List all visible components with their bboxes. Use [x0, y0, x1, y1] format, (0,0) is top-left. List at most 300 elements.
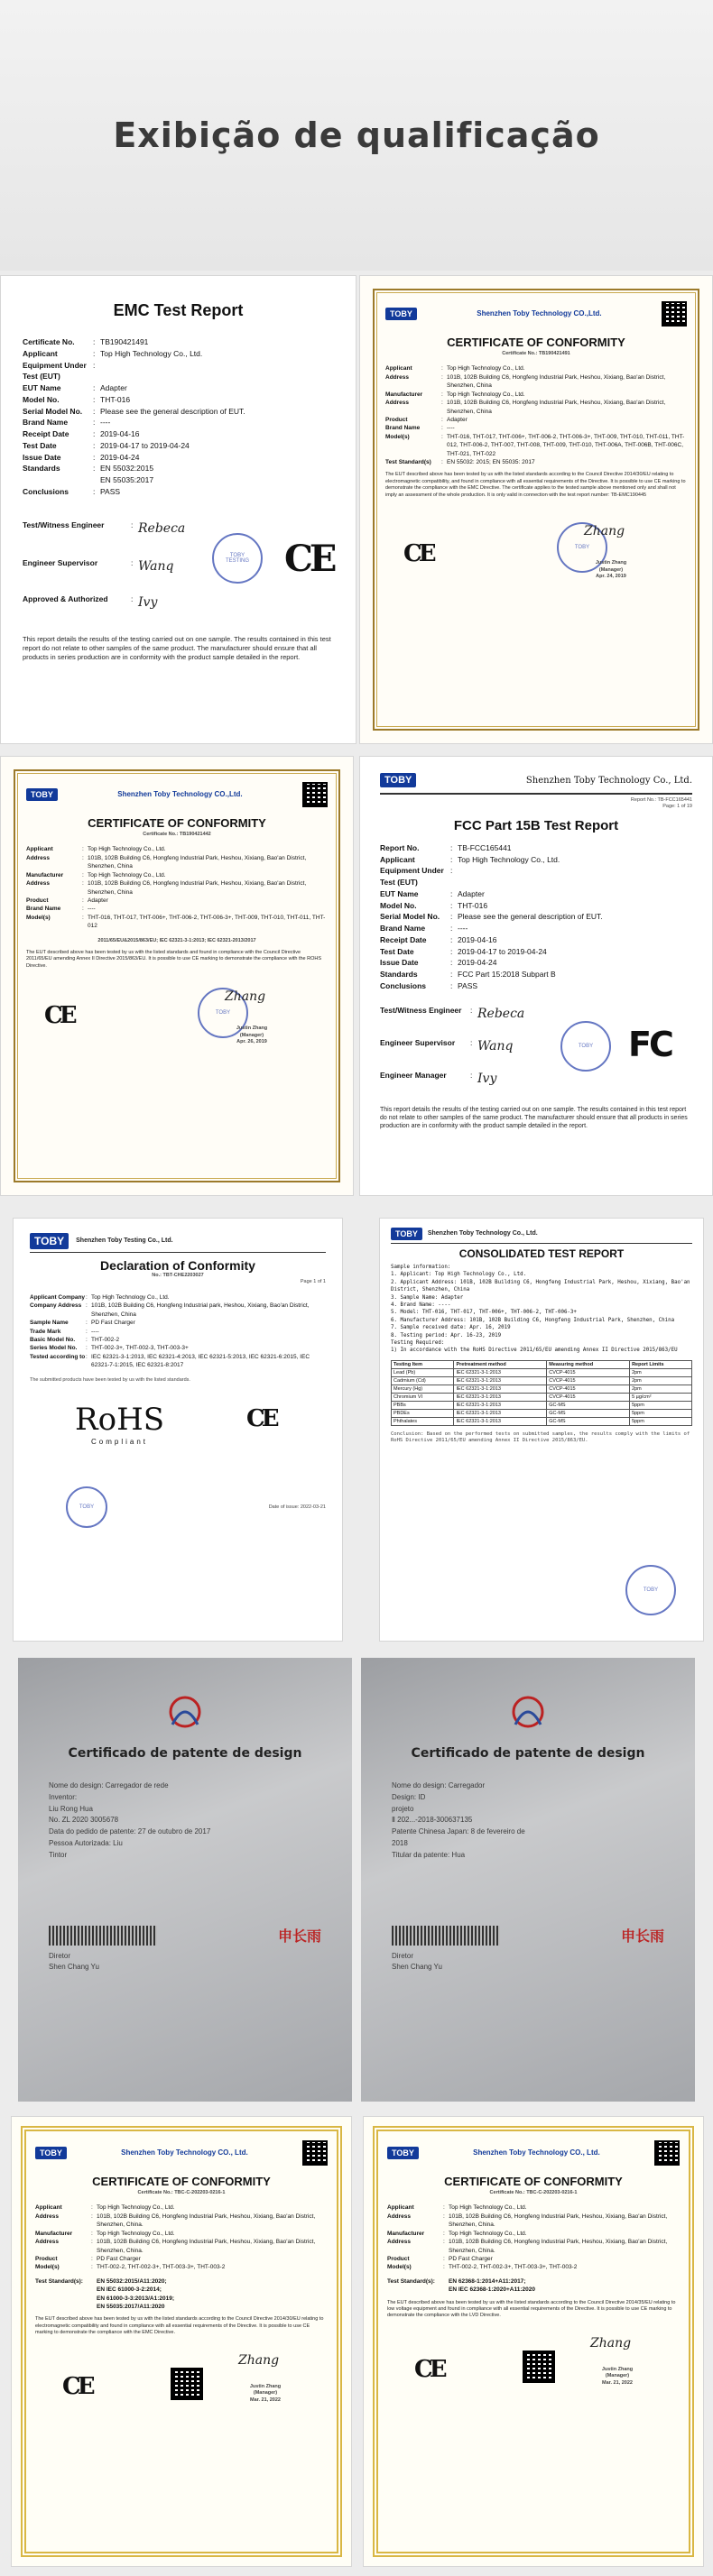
report-fields	[23, 336, 334, 498]
certificate-of-conformity-rohs[interactable]	[0, 756, 354, 1196]
field-row: Manufacturer : Top High Technology Co., Ltd.	[385, 391, 687, 399]
field-value: THT-016, THT-017, THT-006+, THT-006-2, THT-006-3+, THT-009, THT-010, THT-011, THT-012	[88, 914, 326, 930]
field-label: Model No.	[380, 900, 417, 910]
text-line: 1. Applicant: Top High Technology Co., Ltd.	[391, 1272, 527, 1278]
page-count: Page 1 of 1	[300, 1279, 326, 1285]
field-value: THT-016	[100, 394, 131, 404]
field-label: Tested according to	[30, 1353, 86, 1360]
field-value: 101B, 102B Building C6, Hongfeng Industrial Park, Heshou, Xixiang, Bao'an District, Shenzhen, China	[88, 880, 307, 896]
certificate-body: The EUT described above has been tested by us with the listed standards and found in compliance with the Council Directive 2011/65/EU amending Annex II Directive 2015/863/EU. It is possible to use CE marking to demonstrate the compliance with the ROHS Directive.	[26, 950, 322, 969]
sign-label: Test/Witness Engineer	[380, 1005, 462, 1015]
field-label: Applicant Company	[30, 1293, 86, 1301]
table-row	[392, 1393, 692, 1401]
field-label: Certificate No.	[23, 337, 75, 346]
text-line: Sample information:	[391, 1265, 451, 1270]
qr-code-icon	[654, 2140, 680, 2166]
field-value: IEC 62321-3-1:2013, IEC 62321-4:2013, IEC 62321-5:2013, IEC 62321-6:2015, IEC 62321-7-1:2015, IEC 62321-8:2017	[91, 1353, 310, 1369]
field-label: Basic Model No.	[30, 1336, 76, 1343]
field-value: 101B, 102B Building C6, Hongfeng Industrial Park, Heshou, Xixiang, Bao'an District, Shenzhen, China	[447, 373, 666, 390]
field-row: Address : 101B, 102B Building C6, Hongfeng Industrial Park, Heshou, Xixiang, Bao'an District, Shenzhen, China	[26, 854, 328, 871]
field-value: ----	[91, 1328, 99, 1335]
field-row: Standards : FCC Part 15:2018 Subpart B	[380, 969, 692, 980]
table-row	[392, 1368, 692, 1376]
signer-name: Justin Zhang	[595, 560, 627, 566]
director-name: Shen Chang Yu	[49, 1963, 99, 1972]
text-line: Design: ID	[392, 1792, 426, 1801]
text-line: Liu Rong Hua	[49, 1804, 93, 1813]
field-value: TB-FCC165441	[458, 842, 512, 852]
signed-date: Mar. 21, 2022	[602, 2379, 633, 2386]
field-label: Applicant	[35, 2204, 62, 2212]
field-value: 101B, 102B Building C6, Hongfeng Industrial Park, Heshou, Xixiang, Bao'an District, Shenzhen, China	[447, 400, 666, 415]
company-seal: TOBY TESTING	[212, 533, 263, 584]
table-row	[392, 1401, 692, 1409]
director-label: Diretor	[49, 1951, 71, 1960]
field-value: Top High Technology Co., Ltd.	[100, 348, 203, 358]
field-label: Applicant	[26, 846, 53, 853]
text-line: 2. Applicant Address: 101B, 102B Building C6, Hongfeng Industrial Park, Heshou, Xixiang, Bao'an District, Shenzhen, China	[391, 1279, 690, 1293]
table-row	[392, 1385, 692, 1393]
table-cell: GC-MS	[547, 1401, 630, 1409]
field-row: Address : 101B, 102B Building C6, Hongfeng Industrial Park, Heshou, Xixiang, Bao'an District, Shenzhen, China.	[387, 2213, 680, 2230]
table-row	[392, 1376, 692, 1385]
certificate-body: The EUT described above has been tested by us with the listed standards according to the Council Directive 2014/30/EU relating to electromagnetic compatibility and found in compliance with all essential requirements of the Directive. It is possible to use CE marking to demonstrate the compliance with the EMC Directive.	[35, 2316, 324, 2336]
rohs-compliant-label: Compliant	[91, 1438, 149, 1447]
table-cell: CVCP-4015	[547, 1393, 630, 1401]
company-name: Shenzhen Toby Technology CO.,Ltd.	[477, 308, 602, 317]
field-label: Manufacturer	[385, 391, 423, 398]
field-row: Product : PD Fast Charger	[35, 2255, 328, 2263]
field-value: THT-016, THT-017, THT-006+, THT-006-2, THT-006-3+, THT-009, THT-010, THT-011, THT-012, THT-006-2, THT-007, THT-008, THT-009, THT-010, THT-006A, THT-006B, THT-006C, THT-021, THT-022	[447, 433, 685, 457]
field-label: Address	[387, 2213, 412, 2220]
sign-label: Approved & Authorized	[23, 593, 108, 603]
field-row: Product : Adapter	[26, 897, 328, 905]
field-row: Address : 101B, 102B Building C6, Hongfeng Industrial Park, Heshou, Xixiang, Bao'an District, Shenzhen, China.	[35, 2213, 328, 2230]
standards-label: Test Standard(s):	[387, 2277, 435, 2285]
field-row: Test Date : 2019-04-17 to 2019-04-24	[380, 946, 692, 958]
field-value: Top High Technology Co., Ltd.	[458, 854, 560, 864]
toby-logo: TOBY	[385, 308, 417, 320]
signer-name: Justin Zhang	[236, 1026, 268, 1032]
signer-role: (Manager)	[239, 1032, 264, 1038]
table-cell: CVCP-4015	[547, 1368, 630, 1376]
certificate-of-conformity-emc[interactable]	[359, 275, 713, 744]
field-row: Equipment Under Test (EUT) :	[23, 360, 334, 383]
field-value: EN 55032:2015	[100, 464, 154, 474]
qr-code-icon	[302, 782, 328, 807]
toby-logo: TOBY	[30, 1233, 69, 1249]
certificate-of-conformity-emc-2022[interactable]	[11, 2116, 352, 2567]
field-value: Adapter	[100, 383, 127, 392]
field-value: Adapter	[88, 897, 108, 904]
report-title: EMC Test Report	[113, 301, 244, 319]
ce-mark: CE	[403, 540, 433, 568]
toby-logo: TOBY	[26, 788, 58, 801]
field-row: Manufacturer : Top High Technology Co., Ltd.	[387, 2230, 680, 2238]
emblem-icon	[506, 1694, 550, 1730]
text-line: Ⅱ 202...-2018-300637135	[392, 1816, 473, 1825]
text-line: 8. Testing period: Apr. 16-23, 2019	[391, 1332, 502, 1339]
test-standards	[97, 2277, 328, 2312]
text-line: Data do pedido de patente: 27 de outubro de 2017	[49, 1827, 211, 1836]
test-standards: 2011/65/EU&2015/863/EU; IEC 62321-3-1:2013; IEC 62321-2013/2017	[97, 937, 256, 943]
table-cell: 2pm	[630, 1385, 692, 1393]
table-cell: GC-MS	[547, 1417, 630, 1425]
report-lines	[391, 1264, 692, 1355]
field-label: Product	[35, 2255, 58, 2262]
table-header-cell: Testing Item	[392, 1360, 454, 1368]
text-line: EN 55032:2015/A11:2020;	[97, 2277, 167, 2285]
company-name: Shenzhen Toby Technology CO., Ltd.	[473, 2148, 600, 2157]
field-row: Brand Name : ----	[385, 424, 687, 432]
field-row: Test Date : 2019-04-17 to 2019-04-24	[23, 440, 334, 452]
field-label: Applicant	[385, 365, 412, 373]
text-line: EN IEC 62368-1:2020+A11:2020	[449, 2286, 535, 2294]
field-row: Address : 101B, 102B Building C6, Hongfeng Industrial Park, Heshou, Xixiang, Bao'an District, Shenzhen, China.	[35, 2238, 328, 2255]
table-cell: IEC 62321-3-1:2013	[454, 1409, 547, 1417]
field-label: Model(s)	[385, 433, 410, 440]
text-line: Testing Required:	[391, 1339, 445, 1346]
director-signature: 申长雨	[620, 1928, 664, 1945]
text-line: 3. Sample Name: Adapter	[391, 1294, 464, 1301]
field-value: Top High Technology Co., Ltd.	[97, 2230, 175, 2237]
field-row: Address : 101B, 102B Building C6, Hongfeng Industrial Park, Heshou, Xixiang, Bao'an District, Shenzhen, China	[26, 879, 328, 897]
field-value: THT-002-2, THT-002-3+, THT-003-3+, THT-003-2	[97, 2264, 226, 2271]
report-title: FCC Part 15B Test Report	[453, 817, 619, 833]
field-value: 101B, 102B Building C6, Hongfeng Industrial Park, Heshou, Xixiang, Bao'an District, Shenzhen, China.	[449, 2213, 668, 2229]
certificate-title: CERTIFICATE OF CONFORMITY	[92, 2175, 271, 2188]
table-cell: Lead (Pb)	[392, 1368, 454, 1376]
signature: Zhang	[590, 2335, 632, 2351]
field-row: Issue Date : 2019-04-24	[23, 452, 334, 464]
signature: Zhang	[584, 524, 625, 539]
field-label: Model(s)	[26, 914, 51, 921]
patent-title: Certificado de patente de design	[68, 1746, 302, 1761]
company-seal: TOBY	[66, 1486, 107, 1528]
qr-code-icon	[171, 2368, 203, 2400]
company-seal: TOBY	[560, 1021, 611, 1072]
field-value: Please see the general description of EUT.	[458, 912, 603, 922]
table-cell: 2pm	[630, 1376, 692, 1385]
field-row: Equipment Under Test (EUT) :	[380, 865, 692, 888]
field-value: ----	[447, 425, 455, 432]
field-label: Standards	[23, 464, 60, 474]
field-label: Product	[385, 416, 408, 423]
ce-mark: CE	[62, 2372, 92, 2400]
field-value: TB190421491	[100, 337, 149, 346]
company-name: Shenzhen Toby Technology CO.,Ltd.	[117, 789, 243, 798]
text-line: 7. Sample received date: Apr. 16, 2019	[391, 1325, 511, 1331]
design-patent-certificate-1[interactable]	[18, 1658, 352, 2102]
field-row: Model(s) : THT-002-2, THT-002-3+, THT-003-3+, THT-003-2	[387, 2263, 680, 2271]
field-value: 2019-04-16	[458, 934, 497, 944]
field-value: 101B, 102B Building C6, Hongfeng Industrial park, Heshou, Xixiang, Bao'an District, Shenzhen, China	[91, 1302, 310, 1318]
company-seal: TOBY	[625, 1565, 676, 1615]
field-label: EUT Name	[380, 888, 419, 898]
field-row: Model No. : THT-016	[380, 900, 692, 912]
field-row: Brand Name : ----	[23, 417, 334, 428]
director-signature: 申长雨	[277, 1928, 321, 1945]
table-cell: CVCP-4015	[547, 1376, 630, 1385]
field-label: Receipt Date	[380, 934, 427, 944]
field-row: Address : 101B, 102B Building C6, Hongfeng Industrial Park, Heshou, Xixiang, Bao'an District, Shenzhen, China.	[387, 2238, 680, 2255]
report-remark: Conclusion: Based on the performed tests on submitted samples, the results comply with the limits of RoHS Directive 2011/65/EU amending Annex II Directive 2015/863/EU.	[391, 1431, 690, 1444]
report-footer: This report details the results of the testing carried out on one sample. The results contained in this test report do not relate to other samples of the same product. The manufacturer should ensure that all products in series production are in conformity with the product sample detailed in the report.	[23, 634, 331, 661]
declaration-title: Declaration of Conformity	[100, 1258, 255, 1273]
field-label: Address	[35, 2239, 60, 2246]
field-row: Brand Name : ----	[26, 905, 328, 913]
test-results-table	[391, 1360, 692, 1426]
field-row: Address : 101B, 102B Building C6, Hongfeng Industrial Park, Heshou, Xixiang, Bao'an District, Shenzhen, China	[385, 399, 687, 416]
field-value	[458, 865, 692, 888]
ce-mark: CE	[414, 2355, 444, 2383]
patent-title: Certificado de patente de design	[411, 1746, 645, 1761]
field-value: Top High Technology Co., Ltd.	[97, 2204, 175, 2212]
field-row: EUT Name : Adapter	[380, 888, 692, 900]
field-value: EN 55032: 2015; EN 55035: 2017	[447, 459, 535, 466]
field-label: Issue Date	[23, 452, 61, 462]
field-value: Top High Technology Co., Ltd.	[449, 2204, 527, 2212]
field-label: Serial Model No.	[380, 912, 440, 922]
table-cell: Chromium VI	[392, 1393, 454, 1401]
field-label: Test Date	[23, 440, 57, 450]
field-label: Trade Mark	[30, 1328, 61, 1335]
field-value: Top High Technology Co., Ltd.	[91, 1293, 170, 1301]
field-label: Address	[26, 854, 51, 861]
field-row: Sample Name : PD Fast Charger	[30, 1319, 326, 1327]
company-name: Shenzhen Toby Testing Co., Ltd.	[76, 1237, 173, 1245]
text-line: No. ZL 2020 3005678	[49, 1816, 119, 1825]
text-line: projeto	[392, 1804, 414, 1813]
table-cell: 5 µg/cm²	[630, 1393, 692, 1401]
field-label: Manufacturer	[387, 2230, 425, 2237]
page-header	[0, 0, 713, 271]
fcc-mark: FC	[628, 1024, 671, 1064]
field-value: 2019-04-16	[100, 429, 140, 438]
field-value: THT-002-3+, THT-002-3, THT-003-3+	[91, 1345, 189, 1352]
design-patent-certificate-2[interactable]	[361, 1658, 695, 2102]
signer-name: Justin Zhang	[249, 2383, 282, 2389]
field-value: PASS	[458, 980, 478, 990]
ce-mark: CE	[44, 1002, 74, 1030]
field-value: PASS	[100, 486, 121, 496]
field-row: Receipt Date : 2019-04-16	[380, 934, 692, 946]
field-label: Address	[385, 373, 410, 381]
field-value: ----	[458, 924, 468, 934]
field-row: Test Standard(s) : EN 55032: 2015; EN 55035: 2017	[385, 458, 687, 466]
field-value: THT-002-2, THT-002-3+, THT-003-3+, THT-003-2	[449, 2264, 578, 2271]
certificate-title: CERTIFICATE OF CONFORMITY	[444, 2175, 623, 2188]
text-line: EN 62368-1:2014+A11:2017;	[449, 2277, 526, 2285]
field-label: Equipment Under Test (EUT)	[23, 360, 87, 382]
text-line: 2018	[392, 1838, 408, 1847]
field-value: Top High Technology Co., Ltd.	[88, 871, 166, 879]
field-value: Please see the general description of EUT.	[100, 406, 245, 416]
field-label: Model(s)	[387, 2264, 412, 2271]
field-label: Company Address	[30, 1302, 82, 1310]
field-label: EUT Name	[23, 383, 61, 392]
table-cell: Mercury (Hg)	[392, 1385, 454, 1393]
signature: Zhang	[238, 2352, 280, 2368]
page-title: Exibição de qualificação	[113, 115, 600, 155]
consolidated-test-report[interactable]	[379, 1218, 704, 1642]
page-count: Page: 1 of 19	[662, 804, 692, 810]
field-row: Standards : EN 55032:2015	[23, 463, 334, 474]
field-row: Model(s) : THT-016, THT-017, THT-006+, THT-006-2, THT-006-3+, THT-009, THT-010, THT-011, THT-012, THT-006-2, THT-007, THT-008, THT-009, THT-010, THT-006A, THT-006B, THT-006C, THT-021, THT-022	[385, 433, 687, 458]
toby-logo: TOBY	[380, 773, 416, 787]
text-line: Titular da patente: Hua	[392, 1850, 466, 1859]
field-label: Product	[387, 2255, 410, 2262]
table-cell: IEC 62321-3-1:2013	[454, 1401, 547, 1409]
field-label: Brand Name	[23, 418, 69, 428]
field-label	[23, 474, 93, 486]
field-label: Conclusions	[23, 486, 69, 496]
field-value: Top High Technology Co., Ltd.	[88, 846, 166, 853]
text-line: Nome do design: Carregador	[392, 1781, 486, 1789]
table-cell: PBBs	[392, 1401, 454, 1409]
certificate-of-conformity-lvd-2022[interactable]	[363, 2116, 704, 2567]
field-label: Sample Name	[30, 1320, 69, 1327]
field-row: Manufacturer : Top High Technology Co., Ltd.	[35, 2230, 328, 2238]
field-value: Top High Technology Co., Ltd.	[447, 391, 525, 398]
rohs-logo: RoHS	[75, 1402, 165, 1439]
sign-label: Engineer Supervisor	[23, 557, 98, 567]
field-row: Certificate No. : TB190421491	[23, 336, 334, 348]
field-label: Test Date	[380, 946, 414, 956]
field-label: Series Model No.	[30, 1345, 78, 1352]
report-title: CONSOLIDATED TEST REPORT	[458, 1247, 625, 1260]
signer-role: (Manager)	[253, 2390, 278, 2397]
signer-role: (Manager)	[605, 2373, 630, 2379]
field-row: Report No. : TB-FCC165441	[380, 842, 692, 854]
ce-mark: CE	[284, 537, 334, 580]
text-line: Nome do design: Carregador de rede	[49, 1781, 169, 1789]
qr-code-icon	[302, 2140, 328, 2166]
field-row: Conclusions : PASS	[23, 486, 334, 498]
table-cell: Phthalates	[392, 1417, 454, 1425]
report-fields	[380, 842, 692, 992]
field-value: ----	[100, 418, 111, 428]
table-cell: IEC 62321-3-1:2013	[454, 1368, 547, 1376]
field-row: Product : Adapter	[385, 416, 687, 424]
certificate-number: Certificate No.: TBC-C-202203-0216-1	[137, 2190, 226, 2195]
table-cell: CVCP-4015	[547, 1385, 630, 1393]
table-cell: Cadmium (Cd)	[392, 1376, 454, 1385]
field-label: Address	[35, 2213, 60, 2220]
field-label: Applicant	[380, 854, 415, 864]
text-line: Patente Chinesa Japan: 8 de fevereiro de	[392, 1827, 525, 1836]
signature: Zhang	[225, 989, 266, 1005]
field-row: Brand Name : ----	[380, 923, 692, 934]
field-row: Tested according to : IEC 62321-3-1:2013, IEC 62321-4:2013, IEC 62321-5:2013, IEC 62321-6:2015, IEC 62321-7-1:2015, IEC 62321-8:2017	[30, 1353, 326, 1370]
declaration-fields	[30, 1293, 326, 1370]
signed-date: Apr. 26, 2019	[236, 1039, 267, 1045]
field-label: Address	[387, 2239, 412, 2246]
field-row: Applicant : Top High Technology Co., Ltd.	[26, 845, 328, 853]
signed-date: Mar. 21, 2022	[250, 2397, 281, 2403]
field-row: Receipt Date : 2019-04-16	[23, 428, 334, 440]
certificate-title: CERTIFICATE OF CONFORMITY	[447, 336, 625, 349]
director-label: Diretor	[392, 1951, 414, 1960]
director-name: Shen Chang Yu	[392, 1963, 442, 1972]
field-label: Manufacturer	[26, 871, 64, 879]
field-row: Applicant : Top High Technology Co., Ltd.	[35, 2203, 328, 2212]
field-value: 2019-04-17 to 2019-04-24	[458, 946, 547, 956]
signed-date: Apr. 24, 2019	[596, 574, 626, 580]
table-header-cell: Report Limits	[630, 1360, 692, 1368]
table-header-cell: Measuring method	[547, 1360, 630, 1368]
company-name: Shenzhen Toby Technology Co., Ltd.	[525, 775, 692, 786]
text-line: Pessoa Autorizada: Liu	[49, 1838, 123, 1847]
emc-test-report[interactable]	[0, 275, 356, 744]
certificate-number: Certificate No.: TBC-C-202203-0216-1	[489, 2190, 578, 2195]
field-label: Standards	[380, 970, 418, 980]
certificate-fields	[385, 364, 687, 466]
field-row: Applicant : Top High Technology Co., Ltd.	[23, 348, 334, 360]
field-value: Top High Technology Co., Ltd.	[447, 365, 525, 373]
table-cell: 5ppm	[630, 1417, 692, 1425]
field-label: Issue Date	[380, 958, 419, 968]
ce-mark: CE	[246, 1405, 276, 1433]
field-row: Model(s) : THT-016, THT-017, THT-006+, THT-006-2, THT-006-3+, THT-009, THT-010, THT-011, THT-012	[26, 914, 328, 931]
table-cell: 5ppm	[630, 1401, 692, 1409]
text-line: 6. Manufacturer Address: 101B, 102B Building C6, Hongfeng Industrial Park, Shenzhen, China	[391, 1317, 675, 1323]
table-cell: IEC 62321-3-1:2013	[454, 1385, 547, 1393]
field-label: Conclusions	[380, 980, 427, 990]
table-cell: IEC 62321-3-1:2013	[454, 1417, 547, 1425]
field-row: EUT Name : Adapter	[23, 382, 334, 394]
table-row	[392, 1417, 692, 1425]
text-line: EN IEC 61000-3-2:2014;	[97, 2286, 162, 2294]
certificate-fields	[26, 845, 328, 930]
field-label: Applicant	[23, 348, 58, 358]
field-label: Brand Name	[26, 906, 61, 913]
toby-logo: TOBY	[35, 2147, 67, 2159]
table-cell: IEC 62321-3-1:2013	[454, 1393, 547, 1401]
signer-role: (Manager)	[598, 566, 624, 573]
qr-code-icon	[523, 2351, 555, 2383]
field-value: THT-016	[458, 900, 488, 910]
field-row: Series Model No. : THT-002-3+, THT-002-3, THT-003-3+	[30, 1344, 326, 1352]
table-row	[392, 1409, 692, 1417]
text-line: 4. Brand Name: ----	[391, 1302, 451, 1308]
declaration-ref: No.: TBT-CHE2203027	[152, 1273, 204, 1278]
table-cell: 5ppm	[630, 1409, 692, 1417]
field-label: Address	[26, 880, 51, 888]
field-row: Model(s) : THT-002-2, THT-002-3+, THT-003-3+, THT-003-2	[35, 2263, 328, 2271]
field-value: Top High Technology Co., Ltd.	[449, 2230, 527, 2237]
company-seal: TOBY	[557, 522, 607, 573]
field-label: Brand Name	[385, 425, 421, 432]
sign-label: Test/Witness Engineer	[23, 520, 105, 529]
field-value: 2019-04-17 to 2019-04-24	[100, 440, 190, 450]
field-value: 101B, 102B Building C6, Hongfeng Industrial Park, Heshou, Xixiang, Bao'an District, Shenzhen, China.	[97, 2213, 316, 2229]
field-label: Serial Model No.	[23, 406, 83, 416]
fcc-test-report[interactable]: TOBY Shenzhen Toby Technology Co., Ltd. Report No.: TB-FCC165441 Page: 1 of 19 FCC Part 15B Test Report Report No. : TB-FCC165441 Applicant : Top High Technology Co., Ltd. Equipment Under Test (EUT) : EUT Name : Adapter Model No. : THT-016 Serial Model No. : Please see the general description of EUT. Brand Name : ---- Receipt Date : 2019-04-16 Test Date : 2019-04-17 to 2019-04-24 Issue Date : 2019-04-24 Standards : FCC Part 15:2018 Subpart B Conclusions : PASS Test/Witness Engineer : Rebeca Engineer Supervisor : Wanq Engineer Manager : Ivy TOBY FC This report details the results of the testing carried out on one sample. The results contained in this test report do not relate to other samples of the same product. The manufacturer should ensure that all products in series production are in conformity with the product sample detailed in the report.	[359, 756, 713, 1196]
field-row: Manufacturer : Top High Technology Co., Ltd.	[26, 871, 328, 879]
field-label: Report No.	[380, 842, 420, 852]
field-label: Brand Name	[380, 924, 426, 934]
field-row: Model No. : THT-016	[23, 394, 334, 406]
toby-logo: TOBY	[387, 2147, 419, 2159]
text-line: Inventor:	[49, 1792, 78, 1801]
field-row: Company Address : 101B, 102B Building C6, Hongfeng Industrial park, Heshou, Xixiang, Bao'an District, Shenzhen, China	[30, 1302, 326, 1319]
text-line: Tintor	[49, 1850, 68, 1859]
field-value: PD Fast Charger	[449, 2255, 493, 2262]
field-value	[100, 360, 334, 383]
declaration-of-conformity[interactable]: TOBY Shenzhen Toby Testing Co., Ltd. Declaration of Conformity No.: TBT-CHE2203027 Page 1 of 1 Applicant Company : Top High Technology Co., Ltd. Company Address : 101B, 102B Building C6, Hongfeng Industrial park, Heshou, Xixiang, Bao'an District, Shenzhen, China Sample Name : PD Fast Charger Trade Mark : ---- Basic Model No. : THT-002-2 Series Model No. : THT-002-3+, THT-002-3, THT-003-3+ Tested according to : IEC 62321-3-1:2013, IEC 62321-4:2013, IEC 62321-5:2013, IEC 62321-6:2015, IEC 62321-7-1:2015, IEC 62321-8:2017 The submitted products have been tested by us with the listed standards. RoHS Compliant CE TOBY Date of issue: 2022-03-21	[13, 1218, 343, 1642]
field-label: Test Standard(s)	[385, 459, 431, 466]
